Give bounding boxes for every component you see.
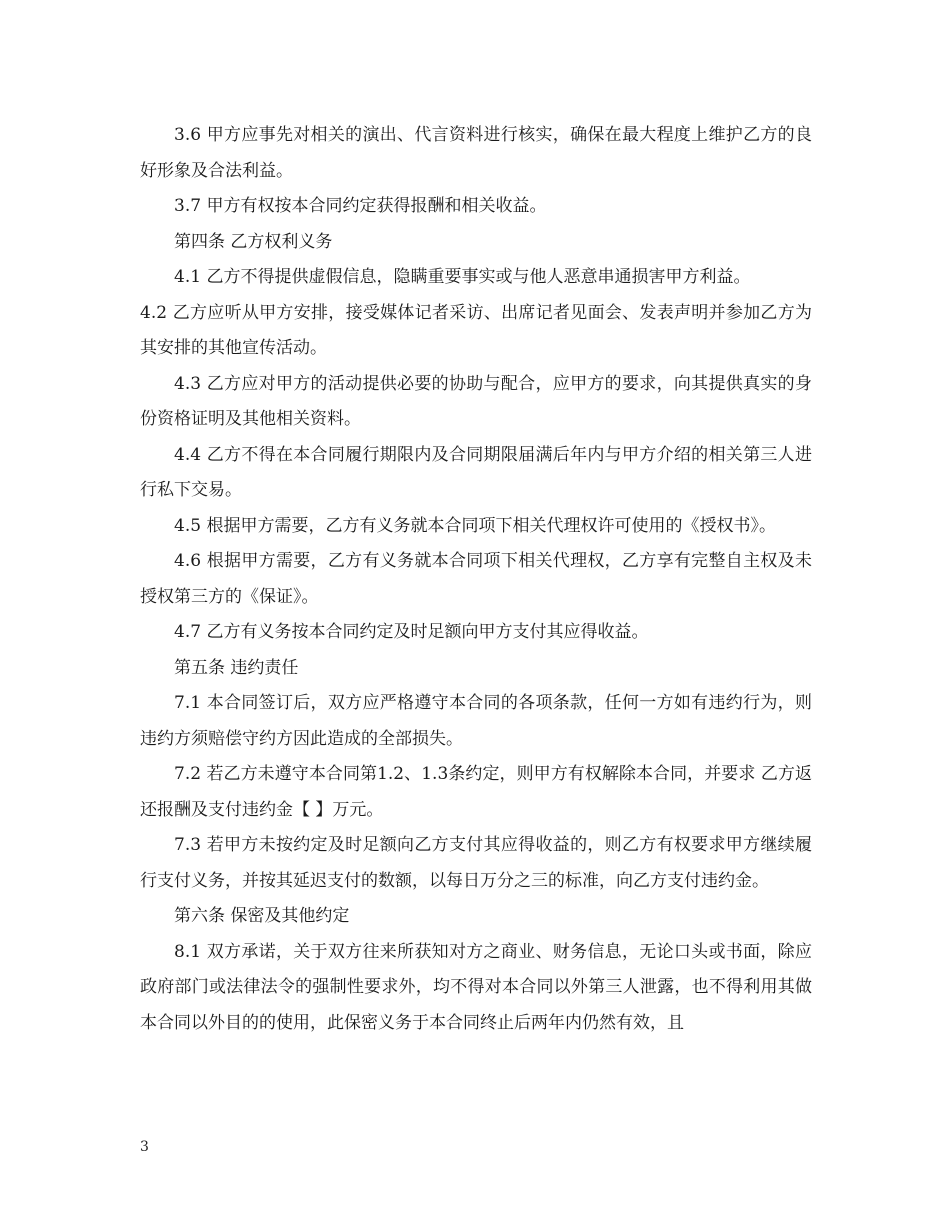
article-6-heading: 第六条 保密及其他约定 <box>174 906 350 926</box>
clause-8-1: 8.1 双方承诺，关于双方往来所获知对方之商业、财务信息，无论口头或书面，除应政府部门或法律法令的强制性要求外，均不得对本合同以外第三人泄露，也不得利用其做本合同以外目的的使用，此保密义务于本合同终止后两年内仍然有效，且 <box>140 941 812 1033</box>
clause-4-3: 4.3 乙方应对甲方的活动提供必要的协助与配合，应甲方的要求，向其提供真实的身份资格证明及其他相关资料。 <box>140 373 812 429</box>
clause-4-2: 4.2 乙方应听从甲方安排，接受媒体记者采访、出席记者见面会、发表声明并参加乙方为其安排的其他宣传活动。 <box>140 302 812 358</box>
clause-4-7: 4.7 乙方有义务按本合同约定及时足额向甲方支付其应得收益。 <box>174 622 649 642</box>
document-body <box>140 118 812 1041</box>
clause-3-7: 3.7 甲方有权按本合同约定获得报酬和相关收益。 <box>174 196 547 216</box>
clause-7-3: 7.3 若甲方未按约定及时足额向乙方支付其应得收益的，则乙方有权要求甲方继续履行支付义务，并按其延迟支付的数额，以每日万分之三的标准，向乙方支付违约金。 <box>140 835 812 891</box>
article-5-heading: 第五条 违约责任 <box>174 657 299 678</box>
clause-4-5: 4.5 根据甲方需要，乙方有义务就本合同项下相关代理权许可使用的《授权书》。 <box>174 515 776 536</box>
clause-7-1: 7.1 本合同签订后，双方应严格遵守本合同的各项条款，任何一方如有违约行为，则违约方须赔偿守约方因此造成的全部损失。 <box>140 693 812 749</box>
article-4-heading: 第四条 乙方权利义务 <box>174 231 333 252</box>
clause-7-2: 7.2 若乙方未遵守本合同第1.2、1.3条约定，则甲方有权解除本合同，并要求 乙方返还报酬及支付违约金【 】万元。 <box>140 764 812 820</box>
clause-3-6: 3.6 甲方应事先对相关的演出、代言资料进行核实，确保在最大程度上维护乙方的良好形象及合法利益。 <box>140 125 812 181</box>
page-number: 3 <box>140 1139 149 1155</box>
clause-4-4: 4.4 乙方不得在本合同履行期限内及合同期限届满后年内与甲方介绍的相关第三人进行私下交易。 <box>140 444 812 500</box>
clause-4-1: 4.1 乙方不得提供虚假信息，隐瞒重要事实或与他人恶意串通损害甲方利益。 <box>174 267 751 287</box>
clause-4-6: 4.6 根据甲方需要，乙方有义务就本合同项下相关代理权，乙方享有完整自主权及未授权第三方的《保证》。 <box>140 551 812 607</box>
